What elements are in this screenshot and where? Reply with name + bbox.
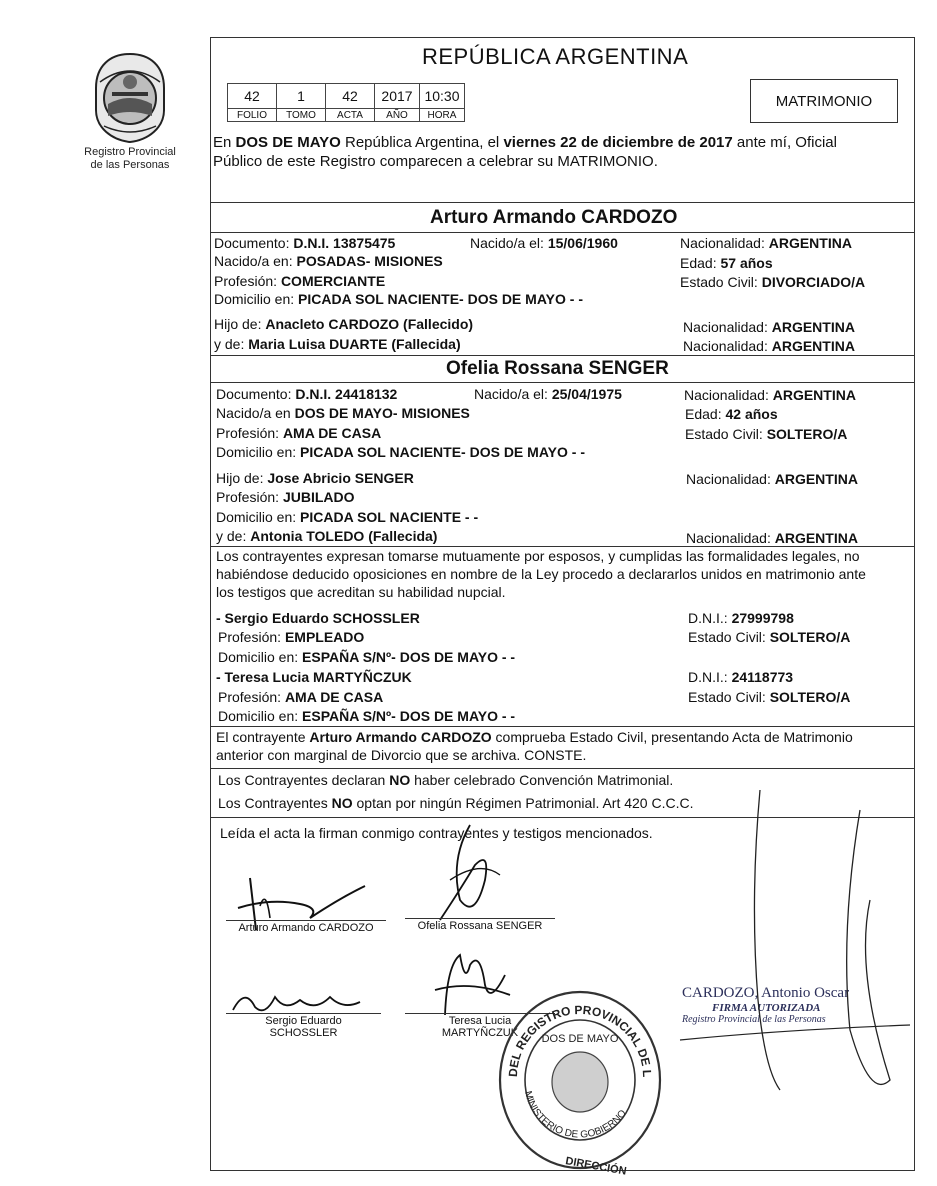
tomo-value: 1 [277, 84, 326, 109]
bride-mother: y de: Antonia TOLEDO (Fallecida) [216, 528, 438, 544]
witness-1-dni: D.N.I.: 27999798 [688, 610, 794, 626]
seal-footer-text: DIRECCIÓN [564, 1155, 628, 1178]
bride-signature-icon [430, 820, 510, 930]
groom-profession: Profesión: COMERCIANTE [214, 273, 386, 289]
divider [210, 726, 915, 727]
witness-1-signature-label: Sergio Eduardo SCHOSSLER [265, 1015, 342, 1039]
groom-mother: y de: Maria Luisa DUARTE (Fallecida) [214, 336, 461, 352]
bride-father-nationality: Nacionalidad: ARGENTINA [686, 471, 858, 487]
groom-birthplace: Nacido/a en: POSADAS- MISIONES [214, 253, 443, 269]
tomo-label: TOMO [277, 109, 326, 122]
official-seal-icon [490, 971, 665, 1178]
groom-documento: Documento: D.N.I. 13875475 [214, 235, 396, 251]
intro-line-1: En DOS DE MAYO República Argentina, el viernes 22 de diciembre de 2017 ante mí, Oficial [213, 134, 837, 151]
hora-value: 10:30 [420, 84, 465, 109]
intro-line-2: Público de este Registro comparecen a celebrar su MATRIMONIO. [213, 153, 658, 170]
witness-2-profession: Profesión: AMA DE CASA [218, 689, 384, 705]
declaration-line-1: Los contrayentes expresan tomarse mutuamente por esposos, y cumplidas las formalidades legales, no [216, 548, 860, 564]
groom-signature-label: Arturo Armando CARDOZO [238, 922, 374, 934]
groom-father: Hijo de: Anacleto CARDOZO (Fallecido) [214, 316, 474, 332]
groom-civil-status: Estado Civil: DIVORCIADO/A [680, 274, 866, 290]
registry-caption: Registro Provincial de las Personas [84, 146, 176, 171]
witness-2-address: Domicilio en: ESPAÑA S/Nº- DOS DE MAYO - - [218, 708, 516, 724]
bride-civil-status: Estado Civil: SOLTERO/A [685, 426, 848, 442]
bride-profession: Profesión: AMA DE CASA [216, 425, 382, 441]
closing-text: Leída el acta la firman conmigo contrayentes y testigos mencionados. [220, 825, 653, 841]
witness-2-dni: D.N.I.: 24118773 [688, 669, 794, 685]
hora-label: HORA [420, 109, 465, 122]
groom-nationality: Nacionalidad: ARGENTINA [680, 235, 852, 251]
bride-birthplace: Nacido/a en DOS DE MAYO- MISIONES [216, 405, 470, 421]
witness-1-civil-status: Estado Civil: SOLTERO/A [688, 629, 851, 645]
bride-address: Domicilio en: PICADA SOL NACIENTE- DOS DE MAYO - - [216, 444, 585, 460]
bride-birthdate: Nacido/a el: 25/04/1975 [474, 386, 622, 402]
convention-line-2: Los Contrayentes NO optan por ningún Régimen Patrimonial. Art 420 C.C.C. [218, 795, 694, 811]
divider [210, 355, 915, 356]
witness-2-name: - Teresa Lucia MARTYÑCZUK [216, 669, 412, 685]
witness-1-address: Domicilio en: ESPAÑA S/Nº- DOS DE MAYO - - [218, 649, 516, 665]
divorce-note-line-1: El contrayente Arturo Armando CARDOZO comprueba Estado Civil, presentando Acta de Matrimonio [216, 729, 853, 745]
bride-documento: Documento: D.N.I. 24418132 [216, 386, 398, 402]
seal-inner-text: DOS DE MAYO [541, 1033, 619, 1045]
divorce-note-line-2: anterior con marginal de Divorcio que se archiva. CONSTE. [216, 747, 587, 763]
bride-age: Edad: 42 años [685, 406, 778, 422]
declaration-line-2: habiéndose deducido oposiciones en nombre de la Ley procedo a declararlos unidos en matrimonio ante [216, 566, 866, 582]
official-name: CARDOZO, Antonio Oscar [682, 985, 850, 1001]
bride-father-profession: Profesión: JUBILADO [216, 489, 355, 505]
groom-mother-nationality: Nacionalidad: ARGENTINA [683, 338, 855, 354]
signature-line [405, 918, 555, 919]
witness-2-civil-status: Estado Civil: SOLTERO/A [688, 689, 851, 705]
province-emblem-icon [92, 52, 168, 144]
groom-age: Edad: 57 años [680, 255, 773, 271]
folio-value: 42 [228, 84, 277, 109]
acta-label: ACTA [326, 109, 375, 122]
bride-mother-nationality: Nacionalidad: ARGENTINA [686, 530, 858, 546]
declaration-line-3: los testigos que acreditan su habilidad nupcial. [216, 584, 506, 600]
divider [210, 768, 915, 769]
divider [210, 202, 915, 203]
witness-1-name: - Sergio Eduardo SCHOSSLER [216, 610, 420, 626]
witness-1-profession: Profesión: EMPLEADO [218, 629, 365, 645]
bride-father: Hijo de: Jose Abricio SENGER [216, 470, 414, 486]
registry-table [227, 83, 465, 122]
signature-line [226, 1013, 381, 1014]
registry-logo [78, 52, 182, 172]
divider [210, 232, 915, 233]
acta-value: 42 [326, 84, 375, 109]
witness-2-signature-label: Teresa Lucia MARTYÑCZUK [441, 1015, 519, 1039]
official-signature-icon [720, 780, 920, 1110]
groom-birthdate: Nacido/a el: 15/06/1960 [470, 235, 618, 251]
seal-bottom-text: MINISTERIO DE GOBIERNO [521, 1089, 629, 1141]
anio-value: 2017 [375, 84, 420, 109]
official-org: Registro Provincial de las Personas [682, 1014, 826, 1025]
groom-address: Domicilio en: PICADA SOL NACIENTE- DOS DE MAYO - - [214, 291, 583, 307]
seal-outer-text: DEL REGISTRO PROVINCIAL DE LAS PERSONAS [490, 971, 655, 1078]
bride-name: Ofelia Rossana SENGER [446, 358, 669, 379]
signature-line [226, 920, 386, 921]
groom-father-nationality: Nacionalidad: ARGENTINA [683, 319, 855, 335]
bride-father-address: Domicilio en: PICADA SOL NACIENTE - - [216, 509, 479, 525]
document-type-box: MATRIMONIO [750, 79, 898, 123]
bride-signature-label: Ofelia Rossana SENGER [417, 920, 543, 932]
divider [210, 382, 915, 383]
folio-label: FOLIO [228, 109, 277, 122]
page-title: REPÚBLICA ARGENTINA [422, 44, 689, 69]
groom-name: Arturo Armando CARDOZO [430, 207, 678, 228]
official-role: FIRMA AUTORIZADA [712, 1002, 821, 1014]
convention-line-1: Los Contrayentes declaran NO haber celebrado Convención Matrimonial. [218, 772, 674, 788]
bride-nationality: Nacionalidad: ARGENTINA [684, 387, 856, 403]
anio-label: AÑO [375, 109, 420, 122]
